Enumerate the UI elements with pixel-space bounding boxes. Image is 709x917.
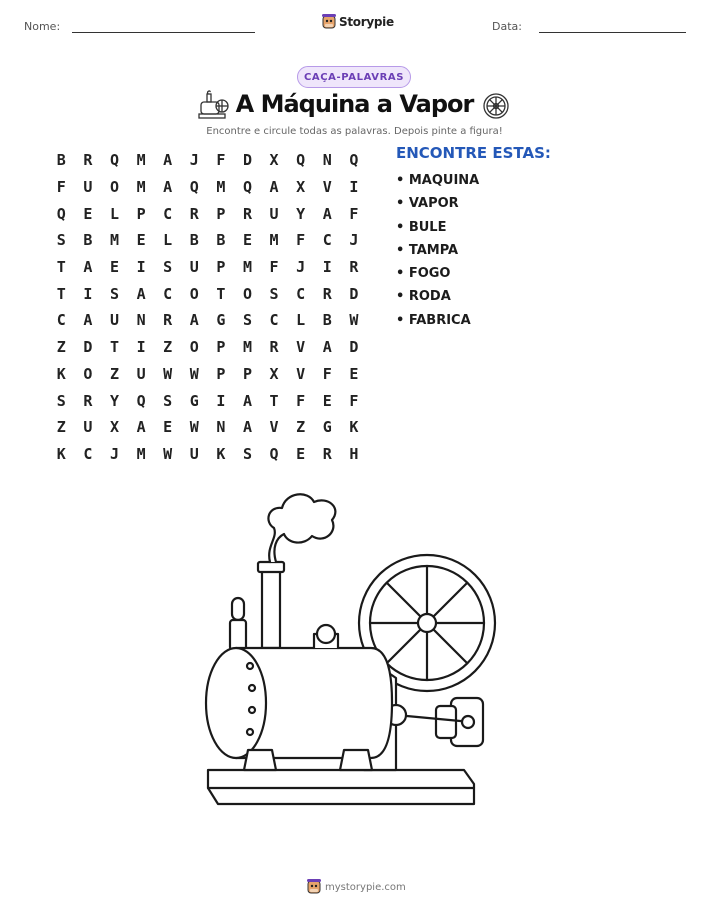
grid-letter[interactable]: S [242,311,252,330]
grid-letter[interactable]: M [136,151,146,170]
grid-letter[interactable]: L [296,311,306,330]
grid-row [48,361,367,388]
grid-letter[interactable]: C [163,204,173,223]
activity-badge: CAÇA-PALAVRAS [297,66,411,88]
grid-letter[interactable]: A [189,311,199,330]
grid-letter[interactable]: F [296,391,306,410]
grid-letter[interactable]: R [269,338,279,357]
date-line[interactable] [539,32,686,33]
grid-letter[interactable]: V [296,364,306,383]
grid-letter[interactable]: Z [56,338,66,357]
footer-url[interactable]: mystorypie.com [325,881,406,893]
grid-letter[interactable]: M [242,338,252,357]
word-item: • TAMPA [396,242,459,258]
grid-letter[interactable]: F [322,364,332,383]
grid-letter[interactable]: I [136,338,146,357]
grid-letter[interactable]: A [242,418,252,437]
storypie-mascot-icon [307,879,321,895]
grid-letter[interactable]: F [349,204,359,223]
grid-letter[interactable]: K [56,364,66,383]
grid-letter[interactable]: R [83,151,93,170]
grid-letter[interactable]: N [322,151,332,170]
grid-letter[interactable]: A [322,338,332,357]
grid-letter[interactable]: P [216,258,226,277]
grid-letter[interactable]: S [56,391,66,410]
grid-letter[interactable]: O [189,338,199,357]
grid-letter[interactable]: J [109,444,119,463]
grid-letter[interactable]: S [109,284,119,303]
word-list [396,172,479,335]
grid-letter[interactable]: Z [56,418,66,437]
grid-letter[interactable]: A [163,151,173,170]
grid-letter[interactable]: U [189,444,199,463]
grid-letter[interactable]: S [163,258,173,277]
grid-letter[interactable]: E [109,258,119,277]
grid-letter[interactable]: A [136,418,146,437]
grid-letter[interactable]: U [136,364,146,383]
grid-letter[interactable]: P [216,364,226,383]
grid-letter[interactable]: W [163,444,173,463]
grid-letter[interactable]: E [83,204,93,223]
grid-letter[interactable]: O [242,284,252,303]
grid-letter[interactable]: P [216,338,226,357]
grid-row [48,334,367,361]
grid-row [48,307,367,334]
page-title: A Máquina a Vapor [235,90,474,118]
grid-letter[interactable]: E [349,364,359,383]
grid-row [48,174,367,201]
grid-letter[interactable]: C [83,444,93,463]
grid-letter[interactable]: F [269,258,279,277]
grid-letter[interactable]: O [83,364,93,383]
grid-letter[interactable]: L [109,204,119,223]
grid-letter[interactable]: J [296,258,306,277]
grid-letter[interactable]: U [83,178,93,197]
grid-letter[interactable]: R [349,258,359,277]
storypie-mascot-icon [322,14,336,30]
grid-letter[interactable]: E [322,391,332,410]
name-line[interactable] [72,32,255,33]
grid-letter[interactable]: V [269,418,279,437]
grid-row [48,414,367,441]
grid-letter[interactable]: R [322,444,332,463]
grid-letter[interactable]: A [322,204,332,223]
grid-letter[interactable]: W [189,418,199,437]
grid-letter[interactable]: U [189,258,199,277]
wheel-icon [482,92,510,120]
grid-letter[interactable]: B [322,311,332,330]
grid-letter[interactable]: Q [296,151,306,170]
grid-letter[interactable]: F [296,231,306,250]
grid-letter[interactable]: Z [296,418,306,437]
grid-letter[interactable]: C [269,311,279,330]
grid-letter[interactable]: G [216,311,226,330]
grid-letter[interactable]: S [163,391,173,410]
name-label: Nome: [24,20,61,33]
grid-letter[interactable]: Q [242,178,252,197]
grid-letter[interactable]: F [216,151,226,170]
steam-engine-illustration[interactable] [196,488,506,808]
grid-letter[interactable]: O [189,284,199,303]
grid-letter[interactable]: Z [163,338,173,357]
brand-logo [322,14,394,30]
grid-letter[interactable]: S [269,284,279,303]
grid-letter[interactable]: X [269,151,279,170]
grid-letter[interactable]: R [322,284,332,303]
grid-row [48,147,367,174]
grid-letter[interactable]: Y [109,391,119,410]
grid-letter[interactable]: G [322,418,332,437]
grid-letter[interactable]: D [349,338,359,357]
grid-row [48,200,367,227]
instructions: Encontre e circule todas as palavras. Depois pinte a figura! [206,126,503,137]
grid-letter[interactable]: N [216,418,226,437]
grid-letter[interactable]: D [83,338,93,357]
grid-letter[interactable]: R [189,204,199,223]
grid-letter[interactable]: E [136,231,146,250]
grid-letter[interactable]: E [163,418,173,437]
grid-letter[interactable]: X [109,418,119,437]
grid-letter[interactable]: M [216,178,226,197]
grid-letter[interactable]: W [163,364,173,383]
grid-letter[interactable]: B [189,231,199,250]
grid-letter[interactable]: I [83,284,93,303]
grid-letter[interactable]: L [163,231,173,250]
grid-letter[interactable]: V [296,338,306,357]
grid-letter[interactable]: T [56,258,66,277]
grid-letter[interactable]: W [189,364,199,383]
grid-letter[interactable]: X [296,178,306,197]
word-item: • FOGO [396,266,451,282]
grid-letter[interactable]: U [83,418,93,437]
grid-letter[interactable]: E [296,444,306,463]
grid-letter[interactable]: M [109,231,119,250]
grid-letter[interactable]: E [242,231,252,250]
grid-letter[interactable]: C [56,311,66,330]
grid-letter[interactable]: G [189,391,199,410]
grid-letter[interactable]: J [189,151,199,170]
word-item: • VAPOR [396,196,459,212]
grid-letter[interactable]: R [83,391,93,410]
date-label: Data: [492,20,522,33]
brand-name: Storypie [339,15,394,29]
grid-letter[interactable]: Z [109,364,119,383]
grid-letter[interactable]: I [136,258,146,277]
grid-letter[interactable]: J [349,231,359,250]
grid-letter[interactable]: T [269,391,279,410]
grid-letter[interactable]: Q [56,204,66,223]
word-item: • BULE [396,219,447,235]
grid-letter[interactable]: K [56,444,66,463]
grid-letter[interactable]: P [242,364,252,383]
grid-letter[interactable]: P [216,204,226,223]
grid-letter[interactable]: Y [296,204,306,223]
word-item: • FABRICA [396,312,471,328]
grid-row [48,280,367,307]
grid-letter[interactable]: B [83,231,93,250]
grid-letter[interactable]: A [83,258,93,277]
grid-letter[interactable]: X [269,364,279,383]
grid-letter[interactable]: U [269,204,279,223]
grid-letter[interactable]: C [322,231,332,250]
grid-letter[interactable]: I [216,391,226,410]
grid-letter[interactable]: Q [269,444,279,463]
grid-row [48,441,367,468]
grid-letter[interactable]: C [296,284,306,303]
grid-letter[interactable]: R [163,311,173,330]
grid-letter[interactable]: M [242,258,252,277]
grid-letter[interactable]: A [83,311,93,330]
grid-letter[interactable]: P [136,204,146,223]
grid-letter[interactable]: D [349,284,359,303]
grid-row [48,254,367,281]
grid-letter[interactable]: H [349,444,359,463]
grid-letter[interactable]: A [242,391,252,410]
grid-row [48,227,367,254]
grid-letter[interactable]: Q [136,391,146,410]
grid-letter[interactable]: M [136,444,146,463]
grid-letter[interactable]: T [216,284,226,303]
grid-letter[interactable]: S [56,231,66,250]
grid-letter[interactable]: W [349,311,359,330]
grid-letter[interactable]: A [136,284,146,303]
word-item: • MAQUINA [396,173,480,188]
grid-letter[interactable]: F [56,178,66,197]
grid-letter[interactable]: Q [349,151,359,170]
grid-letter[interactable]: R [242,204,252,223]
grid-letter[interactable]: O [109,178,119,197]
grid-letter[interactable]: D [242,151,252,170]
grid-letter[interactable]: K [349,418,359,437]
grid-row [48,387,367,414]
footer [307,879,406,895]
grid-letter[interactable]: I [322,258,332,277]
grid-letter[interactable]: S [242,444,252,463]
grid-letter[interactable]: A [163,178,173,197]
grid-letter[interactable]: C [163,284,173,303]
grid-letter[interactable]: N [136,311,146,330]
grid-letter[interactable]: M [269,231,279,250]
word-list-heading: ENCONTRE ESTAS: [396,144,551,162]
grid-letter[interactable]: K [216,444,226,463]
grid-letter[interactable]: Q [189,178,199,197]
word-item: • RODA [396,289,451,305]
grid-letter[interactable]: I [349,178,359,197]
grid-letter[interactable]: B [56,151,66,170]
grid-letter[interactable]: M [136,178,146,197]
grid-letter[interactable]: T [109,338,119,357]
grid-letter[interactable]: B [216,231,226,250]
letter-grid[interactable] [48,147,367,467]
grid-letter[interactable]: A [269,178,279,197]
grid-letter[interactable]: U [109,311,119,330]
grid-letter[interactable]: V [322,178,332,197]
grid-letter[interactable]: Q [109,151,119,170]
grid-letter[interactable]: T [56,284,66,303]
grid-letter[interactable]: F [349,391,359,410]
